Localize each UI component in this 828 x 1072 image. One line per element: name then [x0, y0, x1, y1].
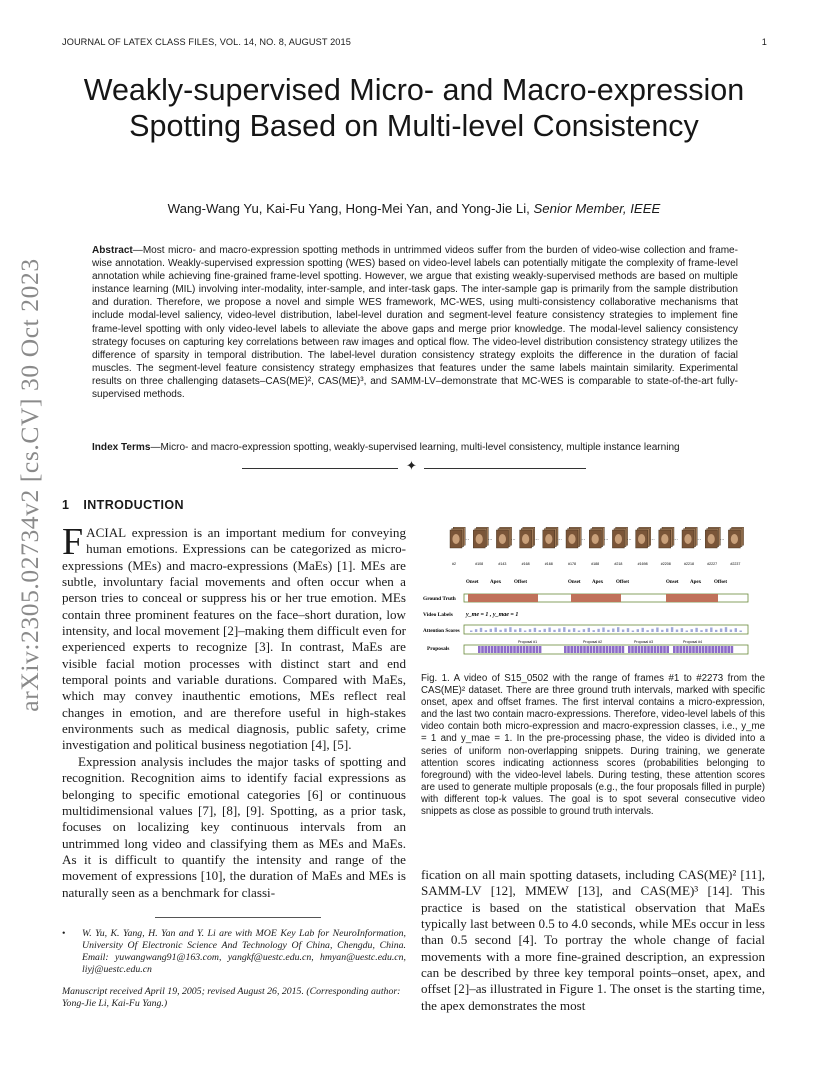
proposal-snippet	[491, 646, 494, 653]
attention-score-bar	[499, 630, 501, 632]
manuscript-note: Manuscript received April 19, 2005; revised August 26, 2015. (Corresponding author: Yong-Jie Li, Kai-Fu Yang.)	[62, 986, 401, 1010]
frame-number-label: #2227	[707, 562, 718, 566]
proposal-snippet	[695, 646, 698, 653]
ellipsis-mark: ⋯	[534, 537, 540, 543]
abstract	[92, 244, 738, 401]
row-label-video-labels: Video Labels	[423, 612, 453, 618]
attention-score-bar	[686, 631, 688, 633]
video-frame-thumbnail	[636, 527, 651, 548]
proposal-snippet	[718, 646, 721, 653]
separator-line-left	[242, 468, 398, 469]
intro-right-column	[421, 867, 765, 1014]
proposal-snippet	[507, 646, 510, 653]
video-frame-thumbnail	[728, 527, 743, 548]
proposal-snippet	[590, 646, 593, 653]
attention-score-bar	[485, 630, 487, 632]
intro-left-column	[62, 521, 406, 901]
event-label: Offset	[514, 580, 528, 585]
proposal-snippet	[532, 646, 535, 653]
event-label: Apex	[592, 580, 604, 585]
attention-score-bar	[524, 631, 526, 633]
proposal-snippet	[539, 646, 542, 653]
row-label-attention: Attention Scores	[423, 628, 460, 634]
proposal-snippet	[510, 646, 513, 653]
attention-score-bar	[671, 627, 673, 632]
attention-score-bar	[583, 629, 585, 632]
ellipsis-mark: ⋯	[603, 537, 609, 543]
attention-score-bar	[681, 628, 683, 632]
video-label-text: y_me = 1 , y_mae = 1	[466, 612, 519, 618]
section-number: 1	[62, 498, 70, 512]
proposal-snippet	[686, 646, 689, 653]
ellipsis-mark: ⋯	[696, 537, 702, 543]
attention-score-bar	[705, 629, 707, 632]
intro-smallcaps: ACIAL	[86, 525, 127, 540]
separator-star-icon: ✦	[406, 459, 417, 474]
proposal-snippet	[523, 646, 526, 653]
video-frame-thumbnail	[589, 527, 604, 548]
proposal-snippet	[612, 646, 615, 653]
attention-score-bar	[514, 630, 516, 633]
frame-number-label: #2208	[660, 562, 671, 566]
proposal-snippet	[536, 646, 539, 653]
proposal-snippet	[657, 646, 660, 653]
ellipsis-mark: ⋯	[487, 537, 493, 543]
proposal-snippet	[641, 646, 644, 653]
proposal-snippet	[708, 646, 711, 653]
attention-score-bar	[666, 629, 668, 633]
frame-number-label: #178	[568, 562, 576, 566]
drop-cap: F	[62, 521, 84, 563]
proposal-snippet	[564, 646, 567, 653]
proposal-label-3: Proposal #3	[634, 640, 654, 644]
proposal-snippet	[481, 646, 484, 653]
proposal-snippet	[724, 646, 727, 653]
attention-score-bar	[578, 631, 580, 633]
ground-truth-interval-1	[468, 594, 538, 602]
running-head: JOURNAL OF LATEX CLASS FILES, VOL. 14, NO. 8, AUGUST 2015	[62, 37, 351, 47]
proposal-snippet	[692, 646, 695, 653]
event-label: Offset	[714, 580, 728, 585]
attention-score-bar	[627, 628, 629, 632]
proposal-snippet	[567, 646, 570, 653]
attention-score-bar	[548, 628, 550, 633]
attention-score-bar	[735, 628, 737, 632]
proposal-snippet	[711, 646, 714, 653]
proposal-snippet	[478, 646, 481, 653]
proposal-label-2: Proposal #2	[583, 640, 603, 644]
attention-score-bar	[676, 630, 678, 633]
video-frame-thumbnail	[520, 527, 535, 548]
figure-caption: Fig. 1. A video of S15_0502 with the range of frames #1 to #2273 from the CAS(ME)² dataset. There are three ground truth intervals, marked with specific onset, apex and offset frames. The first interval contains a micro-expression, and the last two contain macro-expressions. Therefore, video-level labels of this video contain both micro-expression and macro-expression classes, i.e., y_me = 1 and y_mae = 1. In the pre-processing phase, the video is divided into a series of uniform non-overlapping snippets. During training, we generate attention scores indicating actionness scores (probabilities belonging to foreground) with the video-level labels. During testing, these attention scores are used to generate multiple proposals (e.g., the four proposals filled in purple) with different top-k values. The goal is to spot several consecutive video snippets as close as possible to ground truth intervals.	[421, 673, 765, 818]
attention-score-bar	[725, 627, 727, 632]
attention-score-bar	[519, 628, 521, 632]
page-number: 1	[761, 37, 767, 47]
proposal-snippet	[715, 646, 718, 653]
proposal-snippet	[599, 646, 602, 653]
frame-number-label: #2	[452, 562, 456, 566]
attention-score-bar	[661, 630, 663, 632]
proposal-snippet	[647, 646, 650, 653]
attention-score-bar	[637, 629, 639, 632]
attention-score-bar	[544, 629, 546, 632]
event-label: Apex	[690, 580, 702, 585]
proposal-snippet	[650, 646, 653, 653]
proposal-label-4: Proposal #4	[683, 640, 703, 644]
attention-score-bar	[573, 628, 575, 632]
attention-score-bar	[504, 629, 506, 633]
abstract-text: —Most micro- and macro-expression spotting methods in untrimmed videos suffer from the burden of video-wise collection and frame-wise annotation. Weakly-supervised expression spotting (WES) based on video-level labels can potentially mitigate the complexity of frame-level annotation while achieving fine-grained frame-level spotting. However, we argue that existing weakly-supervised methods are based on multiple instance learning (MIL) involving inter-modality, inter-sample, and inter-task gaps. The inter-sample gap is primarily from the sample distribution and duration. Therefore, we propose a novel and simple WES framework, MC-WES, using multi-consistency collaborative mechanisms that include modal-level saliency, video-level distribution, label-level duration and segment-level feature consistency strategies to implement fine frame-level spotting with only video-level labels to alleviate the above gaps and merge prior knowledge. The modal-level saliency consistency strategy focuses on capturing key correlations between raw images and optical flow. The video-level distribution consistency strategy utilizes the difference of sparsity in temporal distribution. The label-level duration consistency strategy exploits the difference in the duration of facial muscles. The segment-level feature consistency strategy emphasizes that features under the same labels maintain similarity. Experimental results on three challenging datasets–CAS(ME)², CAS(ME)³, and SAMM-LV–demonstrate that MC-WES is comparable to state-of-the-art fully-supervised methods.	[92, 245, 738, 401]
ellipsis-mark: ⋯	[580, 537, 586, 543]
intro-paragraph-1	[62, 521, 406, 754]
index-terms-label: Index Terms	[92, 442, 151, 453]
proposal-snippet	[593, 646, 596, 653]
proposal-snippet	[721, 646, 724, 653]
attention-score-bar	[656, 628, 658, 633]
proposal-snippet	[676, 646, 679, 653]
proposal-snippet	[666, 646, 669, 653]
attention-score-bar	[607, 630, 609, 632]
attention-score-bar	[480, 628, 482, 632]
frame-number-label: #2237	[730, 562, 741, 566]
attention-score-bar	[720, 629, 722, 633]
footnote-bullet: •	[62, 928, 66, 939]
proposal-snippet	[488, 646, 491, 653]
video-frame-thumbnail	[659, 527, 674, 548]
proposal-snippet	[596, 646, 599, 653]
proposal-snippet	[529, 646, 532, 653]
proposal-snippet	[705, 646, 708, 653]
figure-1	[418, 524, 768, 658]
index-terms	[92, 441, 752, 454]
frame-number-label: #143	[498, 562, 507, 566]
attention-score-bar	[568, 630, 570, 633]
ellipsis-mark: ⋯	[719, 537, 725, 543]
ellipsis-mark: ⋯	[510, 537, 516, 543]
proposal-snippet	[609, 646, 612, 653]
author-membership: Senior Member, IEEE	[533, 201, 661, 216]
section-title: INTRODUCTION	[83, 498, 184, 512]
proposal-snippet	[513, 646, 516, 653]
frame-number-label: #188	[591, 562, 600, 566]
running-header	[62, 37, 767, 51]
proposal-snippet	[638, 646, 641, 653]
row-label-ground-truth: Ground Truth	[423, 596, 456, 602]
proposal-snippet	[602, 646, 605, 653]
attention-score-bar	[710, 628, 712, 633]
attention-score-bar	[695, 628, 697, 632]
proposal-snippet	[520, 646, 523, 653]
attention-score-bar	[558, 629, 560, 633]
affiliation-footnote	[62, 928, 406, 976]
video-frame-thumbnail	[496, 527, 511, 548]
event-label: Onset	[466, 580, 479, 585]
attention-score-bar	[563, 627, 565, 632]
attention-score-bar	[593, 630, 595, 632]
paper-title: Weakly-supervised Micro- and Macro-expression Spotting Based on Multi-level Consistency	[83, 73, 745, 143]
event-label: Onset	[666, 580, 679, 585]
attention-score-bar	[529, 629, 531, 632]
video-frame-thumbnail	[473, 527, 488, 548]
attention-score-bar	[597, 629, 599, 632]
section-heading	[62, 498, 184, 512]
attention-score-bar	[553, 630, 555, 632]
video-frame-thumbnail	[450, 527, 465, 548]
proposal-label-1: Proposal #1	[518, 640, 538, 644]
proposal-snippet	[615, 646, 618, 653]
proposal-snippet	[702, 646, 705, 653]
proposal-snippet	[699, 646, 702, 653]
proposal-snippet	[500, 646, 503, 653]
attention-score-bar	[475, 629, 477, 632]
proposal-snippet	[663, 646, 666, 653]
footnote-text: W. Yu, K. Yang, H. Yan and Y. Li are with MOE Key Lab for NeuroInformation, University Of Electronic Science And Technology Of China, Chengdu, China. Email: yuwangwang91@163.com, yangkf@uestc.edu.cn, hmyan@uestc.edu.cn, liyj@uestc.edu.cn	[82, 928, 406, 976]
proposal-snippet	[570, 646, 573, 653]
frame-number-label: #168	[544, 562, 553, 566]
attention-score-bar	[490, 629, 492, 632]
figure-1-graphic	[418, 524, 768, 658]
proposal-snippet	[727, 646, 730, 653]
frame-number-label: #168	[521, 562, 530, 566]
video-frame-thumbnail	[566, 527, 581, 548]
attention-score-bar	[495, 628, 497, 633]
proposal-snippet	[660, 646, 663, 653]
attention-score-bar	[622, 630, 624, 633]
ellipsis-mark: ⋯	[673, 537, 679, 543]
frame-number-label: #108	[475, 562, 484, 566]
attention-score-bar	[612, 629, 614, 633]
attention-score-bar	[534, 628, 536, 632]
proposal-snippet	[504, 646, 507, 653]
proposal-snippet	[516, 646, 519, 653]
ellipsis-mark: ⋯	[557, 537, 563, 543]
attention-score-bar	[588, 628, 590, 632]
attention-score-bar	[691, 629, 693, 632]
attention-score-bar	[642, 628, 644, 632]
author-names: Wang-Wang Yu, Kai-Fu Yang, Hong-Mei Yan, and Yong-Jie Li,	[167, 201, 530, 216]
proposal-snippet	[689, 646, 692, 653]
attention-score-bar	[740, 631, 742, 633]
proposal-snippet	[673, 646, 676, 653]
proposal-snippet	[574, 646, 577, 653]
attention-score-bar	[509, 627, 511, 632]
proposal-snippet	[583, 646, 586, 653]
abstract-label: Abstract	[92, 245, 133, 256]
proposal-snippet	[577, 646, 580, 653]
proposal-snippet	[631, 646, 634, 653]
intro-p1-text: expression is an important medium for conveying human emotions. Expressions can be categorized as micro-expressions (MEs) and macro-expressions (MaEs) [1]. MEs are subtle, involuntary facial movements and often occur when a person tries to conceal or suppress his or her true emotion. MEs contain three prominent features on the face–short duration, low intensity, and local movement [2]–making them difficult even for experienced experts to recognize [3]. In contrast, MaEs are visible facial motion processes with distinct start and end temporal points and variable durations. Compared with MaEs, which may convey inauthentic emotions, MEs reflect real changes in emotion, and are therefore useful in high-stakes environments such as medical diagnosis, public safety, crime investigation and political business negotiation [4], [5].	[62, 525, 406, 753]
proposal-snippet	[526, 646, 529, 653]
frame-number-label: #218	[614, 562, 623, 566]
frame-number-label: #1698	[637, 562, 648, 566]
proposal-snippet	[634, 646, 637, 653]
video-frame-thumbnail	[612, 527, 627, 548]
proposal-snippet	[484, 646, 487, 653]
proposal-snippet	[622, 646, 625, 653]
proposal-snippet	[654, 646, 657, 653]
attention-score-bar	[470, 631, 472, 633]
proposal-snippet	[628, 646, 631, 653]
video-frame-thumbnail	[705, 527, 720, 548]
attention-score-bar	[700, 630, 702, 632]
footnote-rule	[155, 917, 321, 918]
attention-score-bar	[646, 630, 648, 632]
frame-number-label: #2218	[684, 562, 694, 566]
attention-score-bar	[632, 631, 634, 633]
arxiv-stamp	[10, 258, 50, 712]
ground-truth-interval-3	[666, 594, 718, 602]
attention-score-bar	[715, 630, 717, 632]
attention-score-bar	[602, 628, 604, 633]
separator-line-right	[424, 468, 586, 469]
video-frame-thumbnail	[682, 527, 697, 548]
proposal-snippet	[606, 646, 609, 653]
arxiv-id: arXiv:2305.02734v2 [cs.CV] 30 Oct 2023	[15, 258, 44, 712]
event-label: Offset	[616, 580, 630, 585]
attention-score-bar	[730, 630, 732, 633]
proposal-snippet	[586, 646, 589, 653]
row-label-proposals: Proposals	[427, 646, 450, 652]
proposal-snippet	[580, 646, 583, 653]
proposal-snippet	[497, 646, 500, 653]
ellipsis-mark: ⋯	[464, 537, 470, 543]
right-paragraph: fication on all main spotting datasets, including CAS(ME)² [11], SAMM-LV [12], MMEW [13], and CAS(ME)³ [14]. This practice is based on the statistical observation that MaEs typically last between 0.5 to 4.0 seconds, while MEs occur in less than 0.5 second [4]. To portray the whole change of facial movements with a more fine-grained description, an expression can be described by three key temporal points–onset, apex, and offset [2]–as illustrated in Figure 1. The onset is the starting time, the apex demonstrates the most	[421, 867, 766, 1013]
index-terms-text: —Micro- and macro-expression spotting, weakly-supervised learning, multi-level consistency, multiple instance learning	[150, 442, 680, 453]
attention-score-bar	[617, 627, 619, 632]
event-label: Onset	[568, 580, 581, 585]
section-separator	[242, 461, 586, 475]
proposal-snippet	[618, 646, 621, 653]
ellipsis-mark: ⋯	[650, 537, 656, 543]
video-frame-thumbnail	[543, 527, 558, 548]
intro-paragraph-2: Expression analysis includes the major tasks of spotting and recognition. Recognition aims to identify facial expressions as belonging to specific emotional categories [6] or continuous multidimensional values [7], [8], [9]. Spotting, as a prior task, focuses on localizing key continuous intervals from an untrimmed long video and classifying them as MEs and MaEs. As it is difficult to quantify the intensity and range of the movement of expressions [10], the duration of MaEs and MEs is naturally seen as a benchmark for classi-	[62, 753, 406, 900]
ellipsis-mark: ⋯	[626, 537, 632, 543]
proposal-snippet	[679, 646, 682, 653]
attention-score-bar	[651, 629, 653, 632]
proposal-snippet	[683, 646, 686, 653]
attention-score-bar	[539, 630, 541, 632]
proposal-snippet	[494, 646, 497, 653]
event-label: Apex	[490, 580, 502, 585]
ground-truth-interval-2	[571, 594, 621, 602]
proposal-snippet	[731, 646, 734, 653]
proposal-snippet	[644, 646, 647, 653]
author-list	[40, 201, 788, 216]
